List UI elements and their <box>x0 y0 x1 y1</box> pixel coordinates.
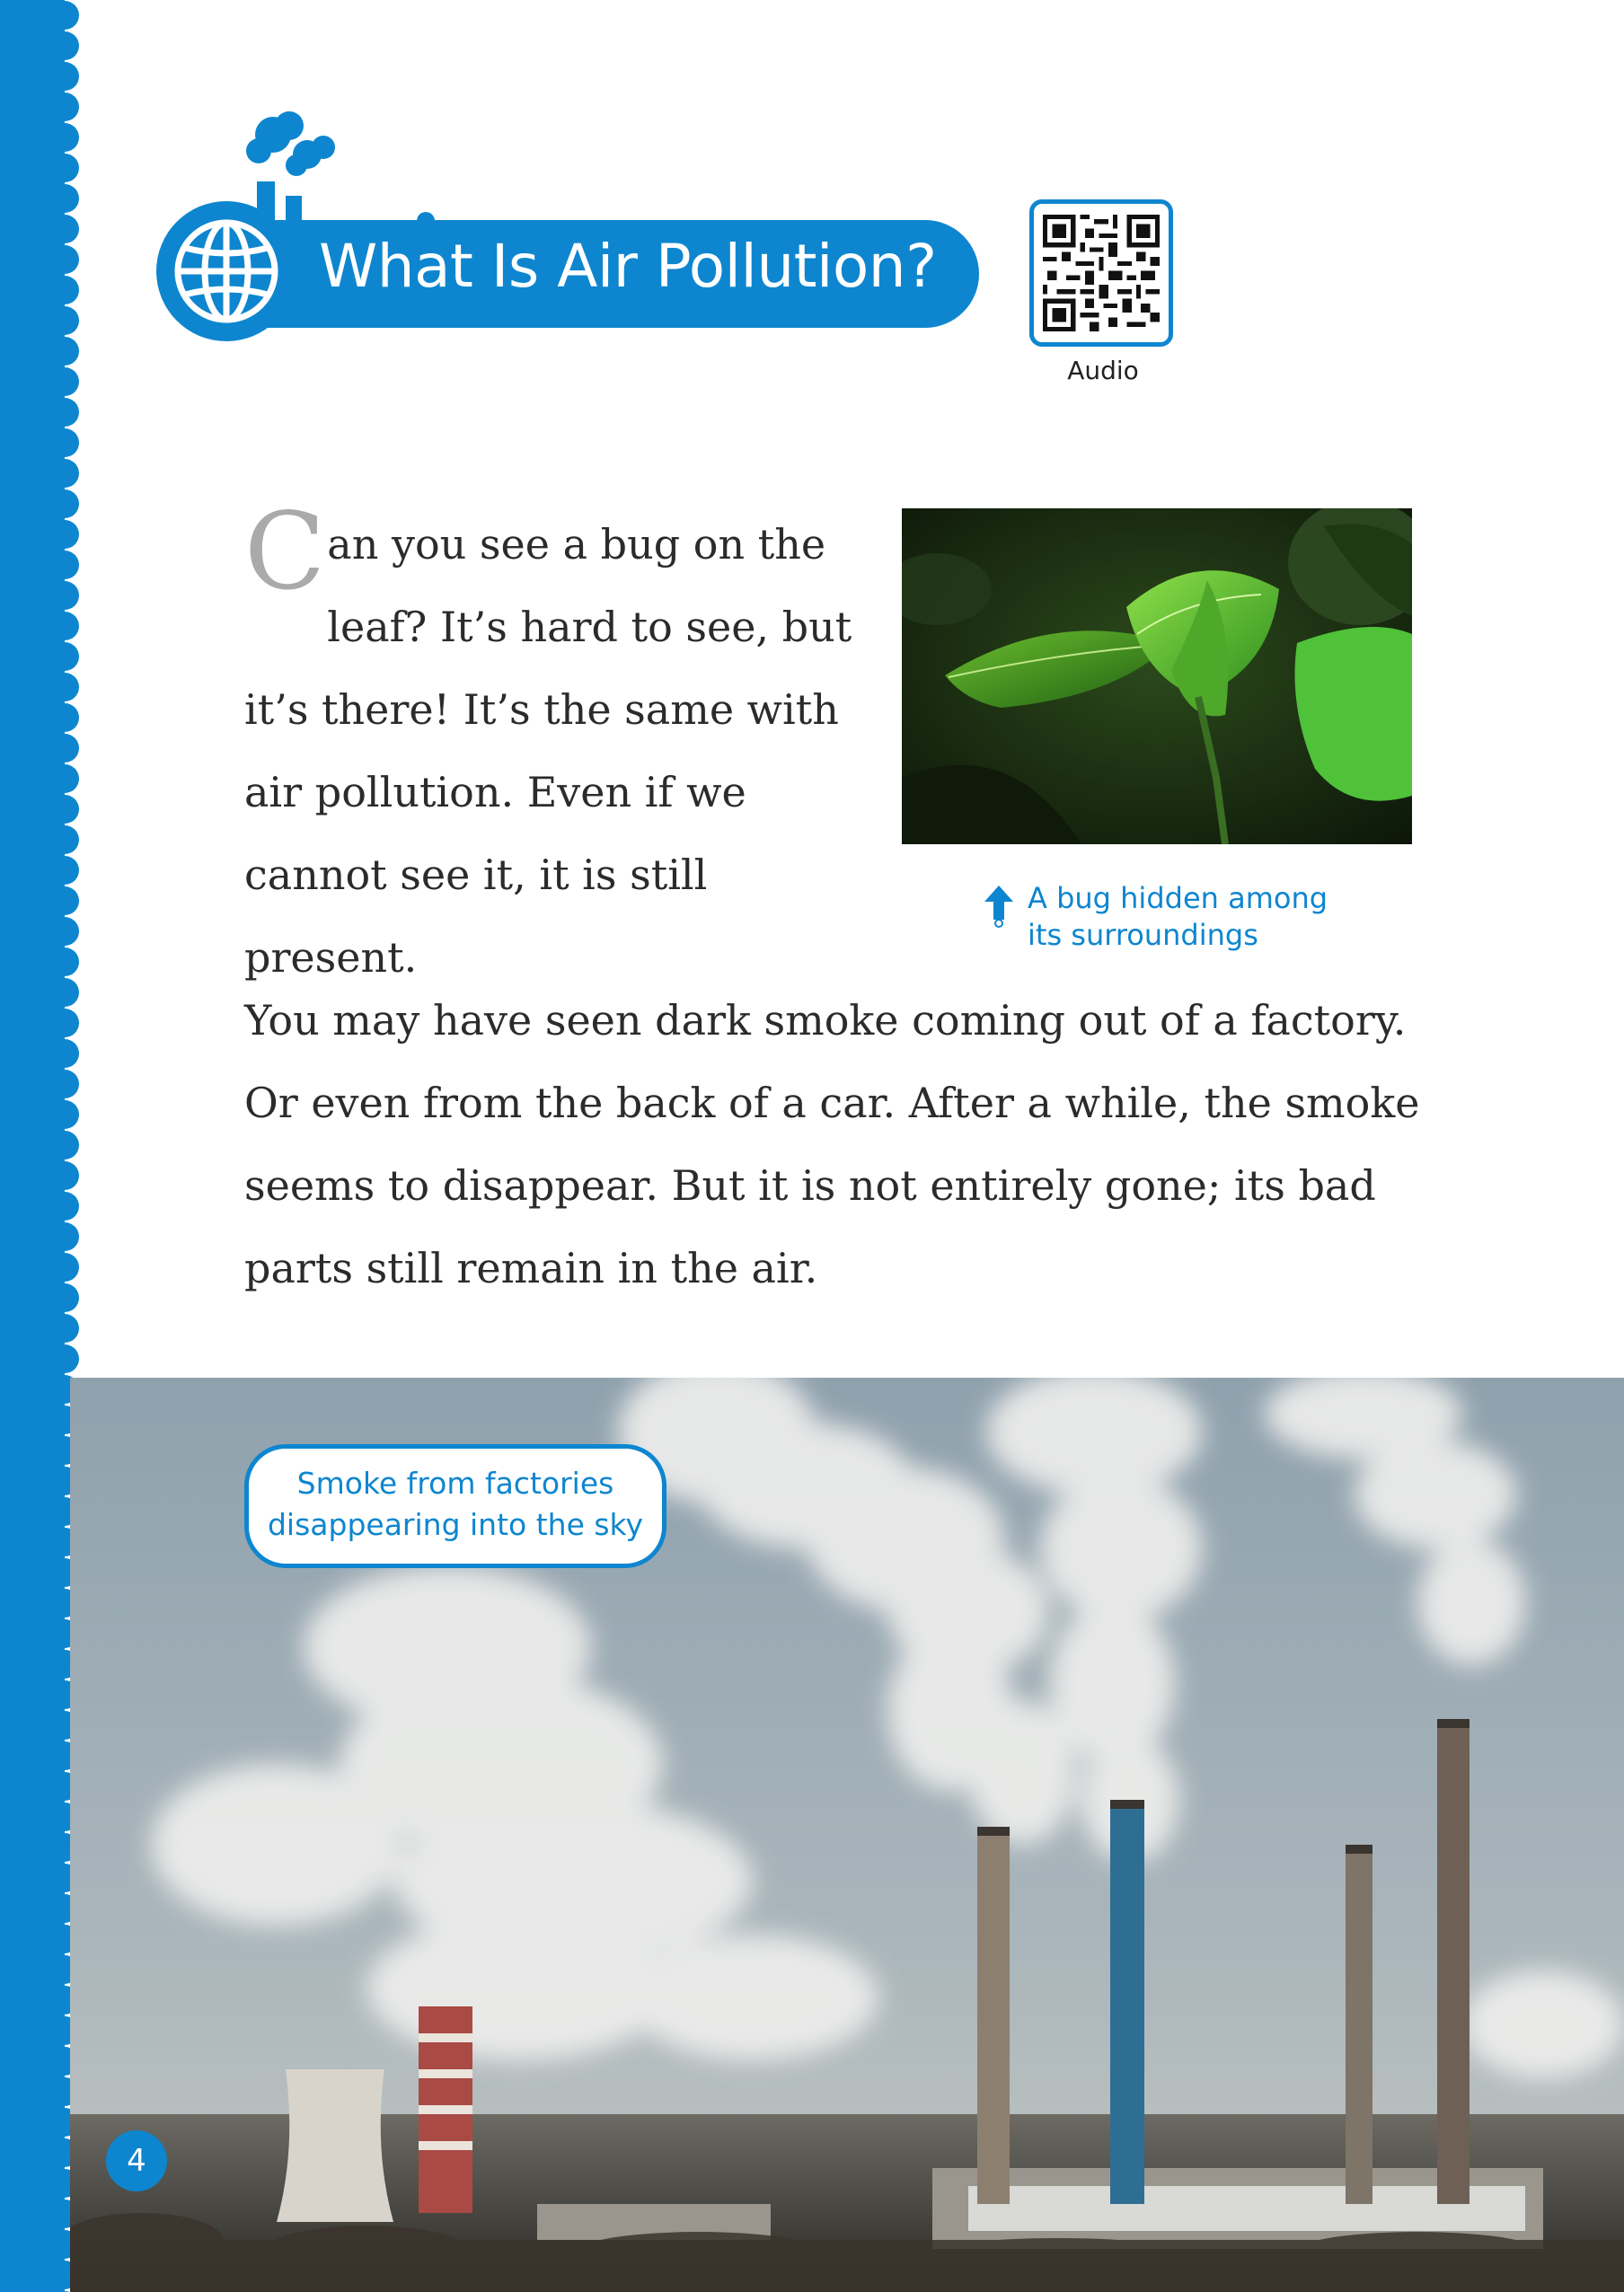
factory-caption-line-2: disappearing into the sky <box>267 1507 644 1542</box>
qr-code-icon <box>1043 213 1160 333</box>
leaf-photo <box>902 508 1412 844</box>
page-number: 4 <box>106 2130 167 2191</box>
factory-caption-bubble <box>244 1444 666 1568</box>
leaf-caption-line-1: A bug hidden among <box>1028 881 1328 915</box>
drop-cap: C <box>244 489 326 613</box>
factory-caption-line-1: Smoke from factories <box>296 1466 614 1501</box>
qr-code[interactable] <box>1029 199 1173 347</box>
page-title: What Is Air Pollution? <box>319 232 937 301</box>
qr-label: Audio <box>1067 356 1139 385</box>
leaf-caption-line-2: its surroundings <box>1028 918 1258 952</box>
body-paragraph: You may have seen dark smoke coming out of a factory. Or even from the back of a car. After a while, the smoke seems to disappear. But it is not entirely gone; its bad parts still remain in the air. <box>244 996 1420 1292</box>
globe-icon <box>154 199 298 343</box>
leaf-caption <box>979 880 1356 954</box>
intro-paragraph <box>244 489 873 999</box>
intro-paragraph-text: an you see a bug on the leaf? It’s hard to see, but it’s there! It’s the same with air pollution. Even if we cannot see it, it is still present. <box>244 520 852 982</box>
